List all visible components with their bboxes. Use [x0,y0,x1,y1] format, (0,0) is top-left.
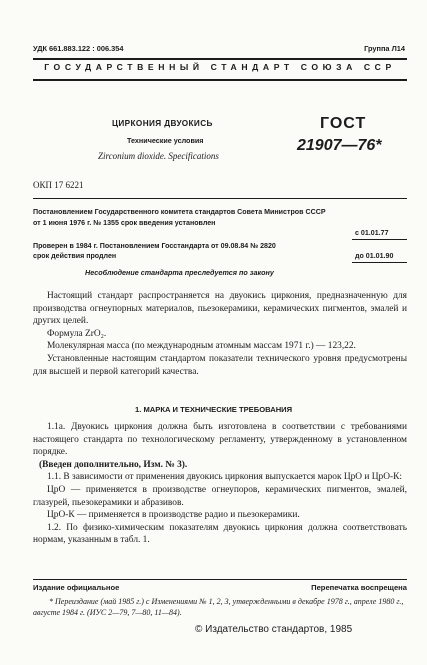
header-rule-top [33,58,407,60]
clause-added-note: (Введен дополнительно, Изм. № 3). [39,459,188,470]
official-edition: Издание официальное [33,583,120,592]
law-warning: Несоблюдение стандарта преследуется по закону [85,268,274,277]
gost-label: ГОСТ [320,115,367,132]
copyright: © Издательство стандартов, 1985 [195,624,353,635]
decree-date-2-rule [352,262,407,263]
decree-date-1: с 01.01.77 [355,229,389,237]
okp-rule [33,198,407,199]
reprint-footnote: * Переиздание (май 1985 г.) с Изменениями № 1, 2, 3, утвержденными в декабре 1978 г., апреле 1980 г., августе 1984 г. (ИУС 2—79, 7—80, 11—84). [33,597,404,617]
standard-subtitle: Технические условия [127,136,204,145]
decree-date-2: до 01.01.90 [355,252,394,260]
decree-line-4: срок действия продлен [33,252,117,260]
decree-date-1-rule [352,239,407,240]
reprint-prohibited: Перепечатка воспрещена [311,583,407,592]
gost-number: 21907—76* [297,137,382,154]
state-standard-banner: ГОСУДАРСТВЕННЫЙ СТАНДАРТ СОЮЗА ССР [44,62,396,72]
intro-scope-paragraph: Настоящий стандарт распространяется на двуокись циркония, предназначенную для производства огнеупорных материалов, пьезокерамики, керамических пигментов, эмалей и других целей. [33,291,407,327]
decree-line-2: от 1 июня 1976 г. № 1355 срок введения установлен [33,219,216,227]
decree-line-1: Постановлением Государственного комитета стандартов Совета Министров СССР [33,208,326,216]
intro-text [33,290,407,378]
footer-rule [33,579,407,580]
section-1-text [33,421,407,547]
formula-label: Формула [47,328,83,339]
decree-line-3: Проверен в 1984 г. Постановлением Госстандарта от 09.08.84 № 2820 [33,242,276,250]
section-1-title: 1. МАРКА И ТЕХНИЧЕСКИЕ ТРЕБОВАНИЯ [135,405,293,414]
intro-quality-paragraph: Установленные настоящим стандартом показатели технического уровня предусмотрены для высшей и первой категорий качества. [33,353,407,377]
group-code: Группа Л14 [364,44,405,53]
udk-code: УДК 661.883.122 : 006.354 [33,44,124,53]
clause-1-2: 1.2. По физико-химическим показателям двуокись циркония должна соответствовать нормам, указанным в табл. 1. [33,522,407,546]
formula-value: ZrO₂. [85,328,107,339]
intro-molar-mass-paragraph: Молекулярная масса (по международным атомным массам 1971 г.) — 123,22. [47,341,356,352]
clause-cro: ЦрО — применяется в производстве огнеупоров, керамических пигментов, эмалей, глазурей, пьезокерамики и абразивов. [33,484,407,508]
header-rule-bottom [33,79,407,81]
intro-formula-paragraph [33,328,407,341]
clause-1-1a: 1.1а. Двуокись циркония должна быть изготовлена в соответствии с требованиями настоящего стандарта по технологическому регламенту, утвержденному в установленном порядке. [33,422,407,458]
okp-code: ОКП 17 6221 [33,180,84,190]
standard-title-english: Zirconium dioxide. Specifications [98,151,219,161]
standard-title: ЦИРКОНИЯ ДВУОКИСЬ [112,119,213,128]
clause-cro-k: ЦрО-К — применяется в производстве радио и пьезокерамики. [47,510,300,521]
clause-1-1: 1.1. В зависимости от применения двуокись циркония выпускается марок ЦрО и ЦрО-К: [47,472,402,483]
